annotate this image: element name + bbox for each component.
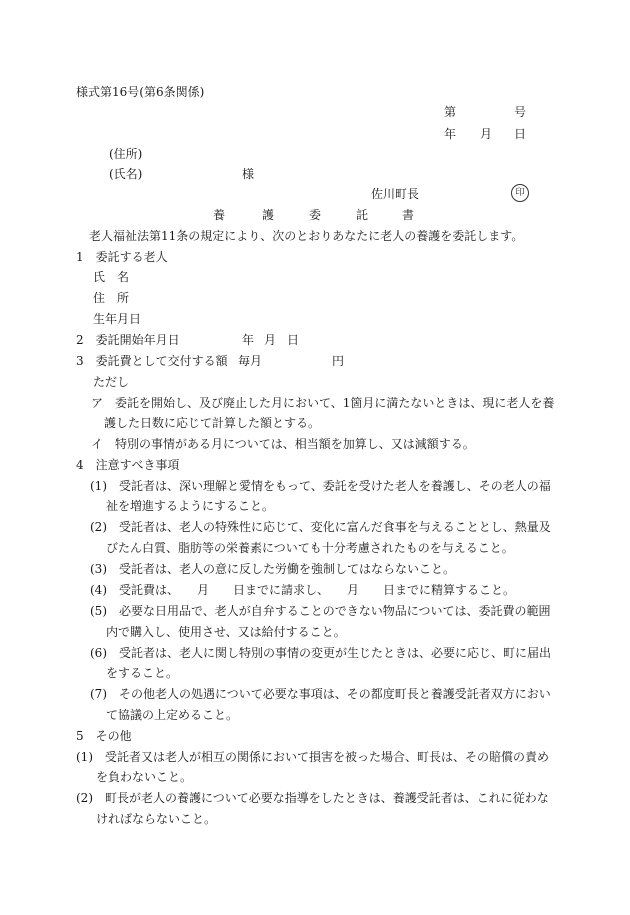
s5-item-2-line2: ければならないこと。 <box>96 812 217 826</box>
s4-item-2-line1: (2) 受託者は、老人の特殊性に応じて、変化に富んだ食事を与えることとし、熱量及 <box>90 520 551 534</box>
s4-item-7-line2: て協議の上定めること。 <box>106 708 239 722</box>
doc-title-char: 養 <box>213 208 226 222</box>
s4-item-1-line2: 祉を増進するようにすること。 <box>106 499 275 513</box>
field-birthdate: 生年月日 <box>93 312 142 326</box>
s3-item-a-line2: 護した日数に応じて計算した額とする。 <box>104 416 321 430</box>
s4-item-2-line2: びたん白質、脂肪等の栄養素についても十分考慮されたものを与えること。 <box>106 541 514 555</box>
section-4-heading: 4 注意すべき事項 <box>76 458 180 472</box>
section-5-heading: 5 その他 <box>76 729 132 743</box>
name-label: (氏名) <box>109 167 143 181</box>
s3-monthly: 毎月 <box>238 354 263 368</box>
s2-year: 年 <box>242 333 255 347</box>
field-name: 氏 名 <box>93 270 130 284</box>
honorific: 様 <box>242 167 255 181</box>
s3-proviso: ただし <box>93 375 130 389</box>
number-dai: 第 <box>444 105 457 119</box>
s2-month: 月 <box>264 333 277 347</box>
intro-text: 老人福祉法第11条の規定により、次のとおりあなたに老人の養護を委託します。 <box>89 229 524 243</box>
section-1-heading: 1 委託する老人 <box>76 250 168 264</box>
s4-item-5-line2: 内で購入し、使用させ、又は給付すること。 <box>106 625 346 639</box>
issuer: 佐川町長 <box>371 187 420 201</box>
number-go: 号 <box>514 105 527 119</box>
s4-item-6-line1: (6) 受託者は、老人に関し特別の事情の変更が生じたときは、必要に応じ、町に届出 <box>90 646 552 660</box>
s3-item-a-line1: ア 委託を開始し、及び廃止した月において、1箇月に満たないときは、現に老人を養 <box>91 396 555 410</box>
section-3-heading: 3 委託費として交付する額 <box>76 354 228 368</box>
s4-item-4-line1: (4) 受託費は、 月 日までに請求し、 月 日までに精算すること。 <box>90 583 516 597</box>
address-label: (住所) <box>109 147 143 161</box>
s5-item-2-line1: (2) 町長が老人の養護について必要な指導をしたときは、養護受託者は、これに従わな <box>76 791 549 805</box>
field-address: 住 所 <box>93 291 130 305</box>
s4-item-3-line1: (3) 受託者は、老人の意に反した労働を強制してはならないこと。 <box>90 562 456 576</box>
section-2-heading: 2 委託開始年月日 <box>76 333 180 347</box>
doc-title-char: 委 <box>309 208 322 222</box>
s5-item-1-line1: (1) 受託者又は老人が相互の関係において損害を被った場合、町長は、その賠償の責め <box>76 750 550 764</box>
s5-item-1-line2: を負わないこと。 <box>96 770 193 784</box>
s4-item-1-line1: (1) 受託者は、深い理解と愛情をもって、委託を受けた老人を養護し、その老人の福 <box>90 479 551 493</box>
s4-item-7-line1: (7) その他老人の処遇について必要な事項は、その都度町長と養護受託者双方におい <box>90 687 551 701</box>
doc-title-char: 書 <box>402 208 415 222</box>
date-year: 年 <box>444 127 457 141</box>
s3-yen: 円 <box>332 354 345 368</box>
s4-item-6-line2: をすること。 <box>106 666 179 680</box>
doc-title-char: 護 <box>262 208 275 222</box>
form-title: 様式第16号(第6条関係) <box>76 85 205 99</box>
s4-item-5-line1: (5) 必要な日用品で、老人が自弁することのできない物品については、委託費の範囲 <box>90 604 551 618</box>
doc-title-char: 託 <box>356 208 369 222</box>
s2-day: 日 <box>287 333 300 347</box>
date-day: 日 <box>514 127 527 141</box>
seal-mark: 印 <box>511 184 529 202</box>
date-month: 月 <box>480 127 493 141</box>
s3-item-i-line1: イ 特別の事情がある月については、相当額を加算し、又は減額する。 <box>91 437 475 451</box>
